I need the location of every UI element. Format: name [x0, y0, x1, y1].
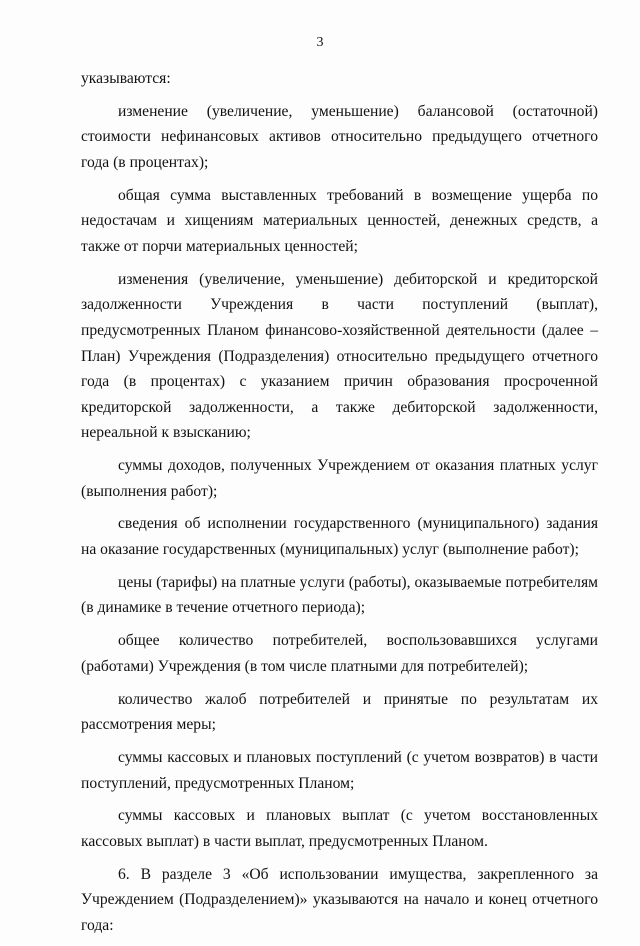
paragraph-consumer-count: общее количество потребителей, воспользовавшихся услугами (работами) Учреждения (в том числе платными для потребителей); [81, 632, 598, 675]
paragraph-cash-receipts: суммы кассовых и плановых поступлений (с учетом возвратов) в части поступлений, предусмотренных Планом; [81, 748, 598, 792]
page-number: 3 [316, 35, 324, 50]
paragraph-nonfinancial-assets: изменение (увеличение, уменьшение) балансовой (остаточной) стоимости нефинансовых активов относительно предыдущего отчетного года (в процентах); [81, 102, 598, 171]
paragraph-cash-payments: суммы кассовых и плановых выплат (с учетом восстановленных кассовых выплат) в части выплат, предусмотренных Планом. [81, 807, 598, 850]
paragraph-state-task-execution: сведения об исполнении государственного (муниципального) задания на оказание государственных (муниципальных) услуг (выполнение работ); [81, 515, 598, 559]
paragraph-section-6: 6. В разделе 3 «Об использовании имущества, закрепленного за Учреждением (Подразделением)» указываются на начало и конец отчетного года: [81, 865, 598, 934]
paragraph-receivables-payables: изменения (увеличение, уменьшение) дебиторской и кредиторской задолженности Учреждения в части поступлений (выплат), предусмотренных Планом финансово-хозяйственной деятельности (далее – План) Учреждения (Подразделения) относительно предыдущего отчетного года (в процентах) с указанием причин образования просроченной кредиторской задолженности, а также дебиторской задолженности, нереальной к взысканию; [81, 270, 598, 442]
paragraph-damage-claims: общая сумма выставленных требований в возмещение ущерба по недостачам и хищениям материальных ценностей, денежных средств, а также от порчи материальных ценностей; [81, 186, 598, 255]
paragraph-intro: указываются: [81, 70, 171, 87]
paragraph-complaints: количество жалоб потребителей и принятые по результатам их рассмотрения меры; [81, 690, 598, 734]
document-body [81, 66, 598, 946]
paragraph-paid-services-income: суммы доходов, полученных Учреждением от оказания платных услуг (выполнения работ); [81, 457, 598, 500]
paragraph-service-prices: цены (тарифы) на платные услуги (работы), оказываемые потребителям (в динамике в течение отчетного периода); [81, 573, 598, 617]
